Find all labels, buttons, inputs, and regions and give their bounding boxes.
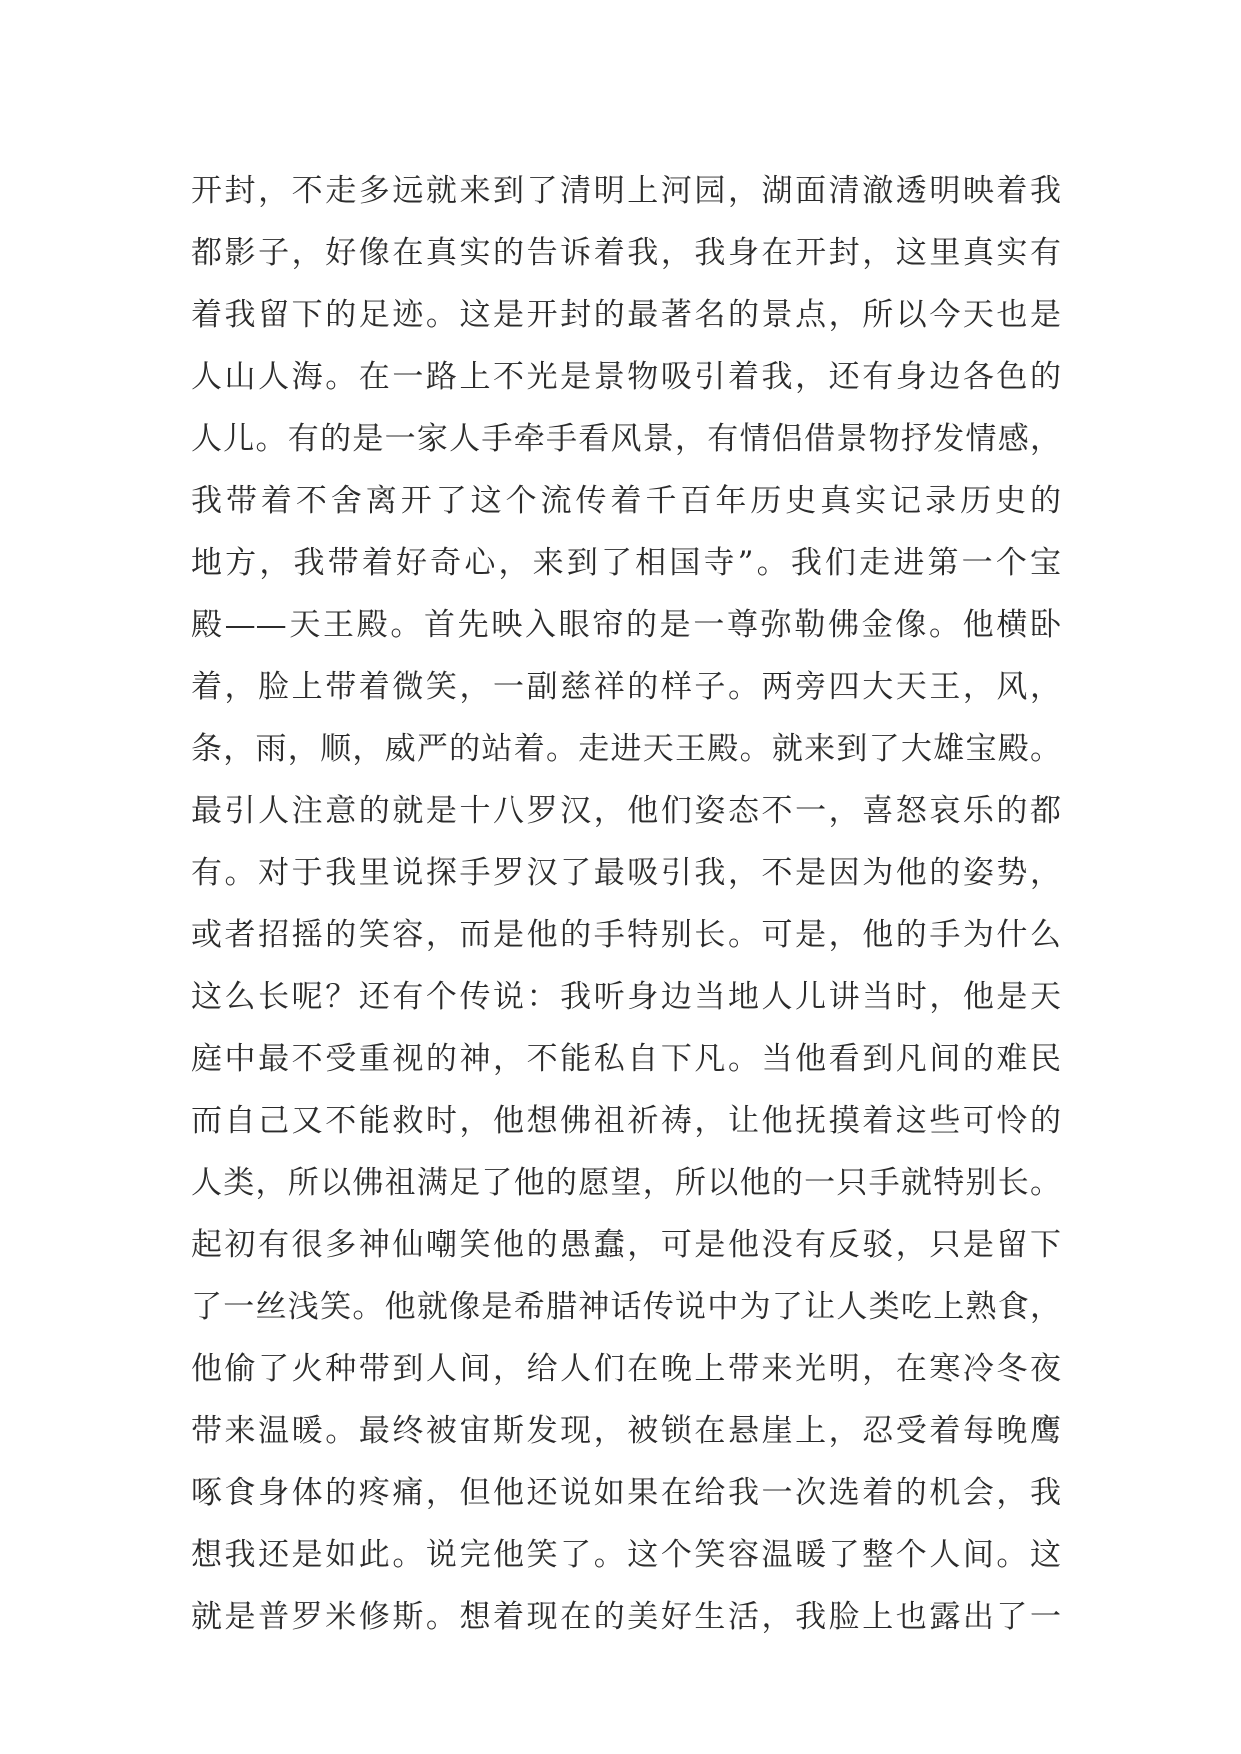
text-line: 地方，我带着好奇心，来到了相国寺”。我们走进第一个宝	[191, 545, 1061, 581]
text-line: 着，脸上带着微笑，一副慈祥的样子。两旁四大天王，风，	[191, 669, 1061, 705]
text-line: 人儿。有的是一家人手牵手看风景，有情侣借景物抒发情感，	[191, 421, 1061, 457]
text-line: 想我还是如此。说完他笑了。这个笑容温暖了整个人间。这	[191, 1537, 1061, 1573]
text-line: 或者招摇的笑容，而是他的手特别长。可是，他的手为什么	[191, 917, 1061, 953]
text-line: 有。对于我里说探手罗汉了最吸引我，不是因为他的姿势，	[191, 855, 1061, 891]
text-line: 我带着不舍离开了这个流传着千百年历史真实记录历史的	[191, 483, 1061, 519]
text-line: 起初有很多神仙嘲笑他的愚蠢，可是他没有反驳，只是留下	[191, 1227, 1061, 1263]
text-line: 这么长呢？还有个传说：我听身边当地人儿讲当时，他是天	[191, 979, 1061, 1015]
text-line: 殿——天王殿。首先映入眼帘的是一尊弥勒佛金像。他横卧	[191, 607, 1061, 643]
text-line: 庭中最不受重视的神，不能私自下凡。当他看到凡间的难民	[191, 1041, 1061, 1077]
text-line: 人山人海。在一路上不光是景物吸引着我，还有身边各色的	[191, 359, 1061, 395]
text-line: 条，雨，顺，威严的站着。走进天王殿。就来到了大雄宝殿。	[191, 731, 1061, 767]
text-line: 着我留下的足迹。这是开封的最著名的景点，所以今天也是	[191, 297, 1061, 333]
text-line: 而自己又不能救时，他想佛祖祈祷，让他抚摸着这些可怜的	[191, 1103, 1061, 1139]
text-line: 就是普罗米修斯。想着现在的美好生活，我脸上也露出了一	[191, 1599, 1061, 1635]
text-line: 了一丝浅笑。他就像是希腊神话传说中为了让人类吃上熟食，	[191, 1289, 1061, 1325]
text-line: 人类，所以佛祖满足了他的愿望，所以他的一只手就特别长。	[191, 1165, 1061, 1201]
text-line: 啄食身体的疼痛，但他还说如果在给我一次选着的机会，我	[191, 1475, 1061, 1511]
body-text	[191, 160, 1061, 1648]
text-line: 最引人注意的就是十八罗汉，他们姿态不一，喜怒哀乐的都	[191, 793, 1061, 829]
text-line: 都影子，好像在真实的告诉着我，我身在开封，这里真实有	[191, 235, 1061, 271]
text-line: 带来温暖。最终被宙斯发现，被锁在悬崖上，忍受着每晚鹰	[191, 1413, 1061, 1449]
text-line: 他偷了火种带到人间，给人们在晚上带来光明，在寒冷冬夜	[191, 1351, 1061, 1387]
text-line: 开封，不走多远就来到了清明上河园，湖面清澈透明映着我	[191, 173, 1061, 209]
